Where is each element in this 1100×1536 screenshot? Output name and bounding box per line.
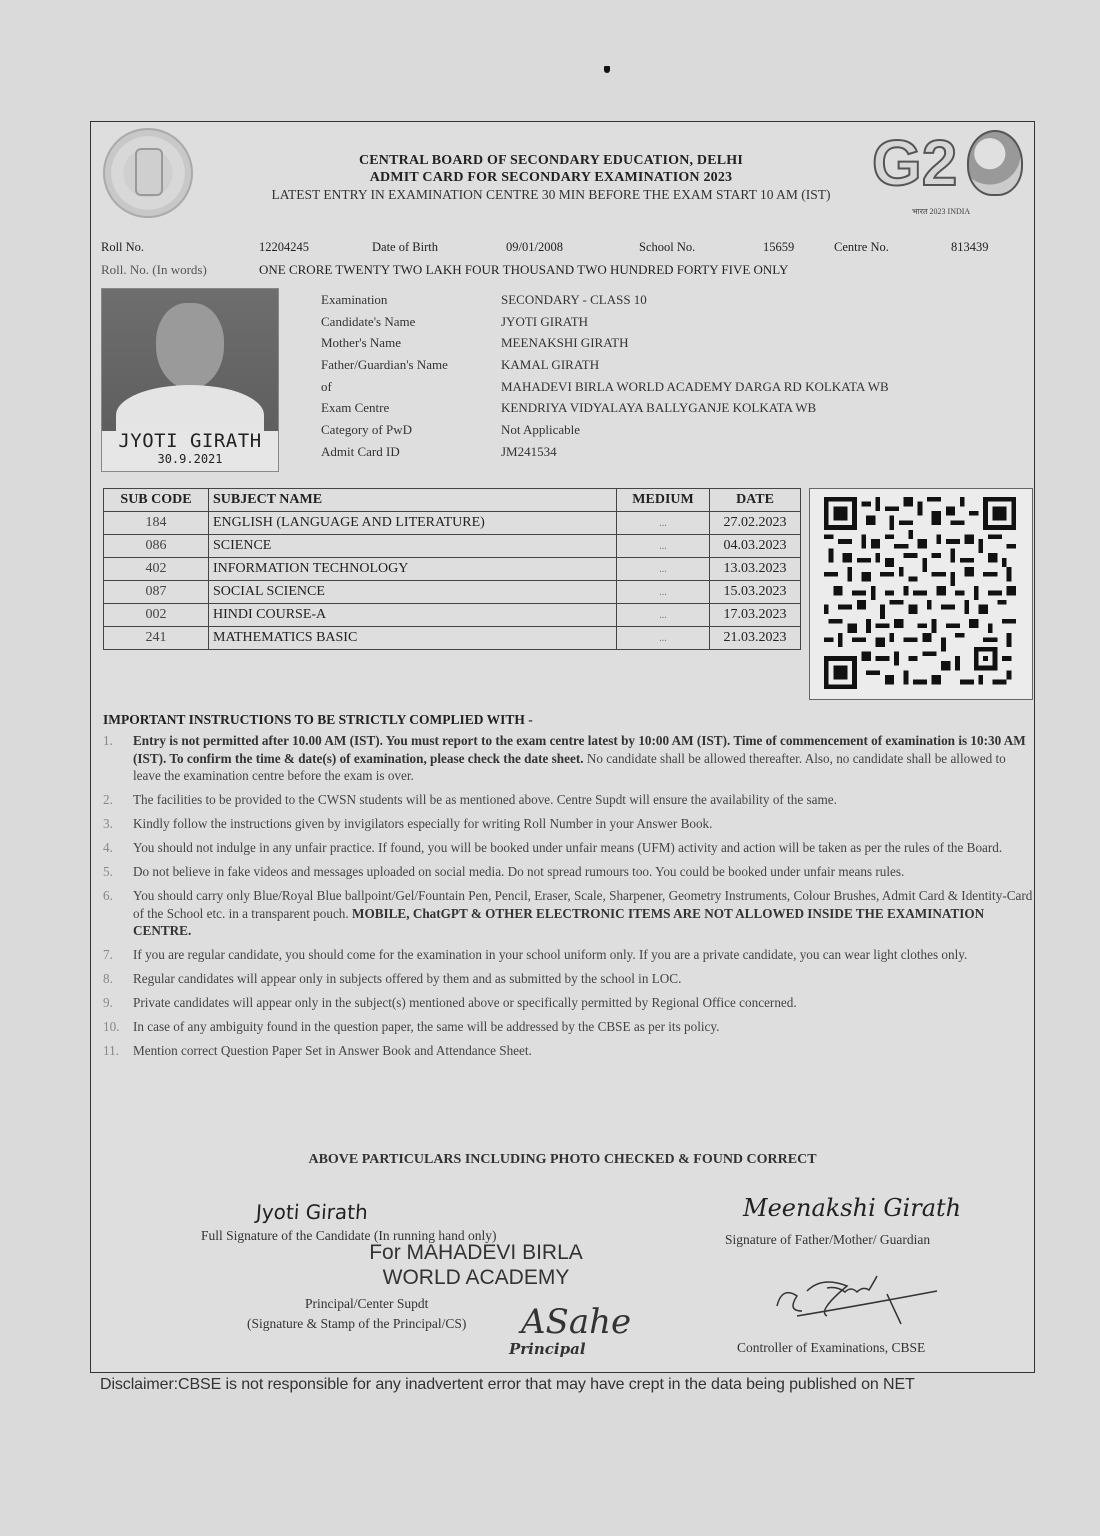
instruction-number: 8. [103, 971, 113, 986]
g20-text: G2 [872, 127, 958, 199]
medium: ... [617, 558, 710, 581]
qr-code-icon [809, 488, 1033, 700]
instruction-text: You should carry only Blue/Royal Blue ballpoint/Gel/Fountain Pen, Pencil, Eraser, Scale, Sharpener, Geometry Instruments, Colour Brushes, Admit Card & Identity-Card of the School etc. in a transparent pouch. [133, 888, 1033, 921]
detail-label: Exam Centre [321, 400, 390, 416]
detail-label: Admit Card ID [321, 443, 400, 459]
photo-caption-date: 30.9.2021 [157, 452, 223, 466]
table-header-row [104, 489, 801, 512]
school-no-label: School No. [639, 240, 696, 254]
col-subject-name: SUBJECT NAME [209, 489, 617, 512]
sub-code: 087 [104, 581, 209, 604]
g20-subtitle: भारत 2023 INDIA [912, 207, 971, 216]
school-stamp [351, 1240, 601, 1290]
medium: ... [617, 604, 710, 627]
centre-no: 813439 [951, 240, 989, 254]
candidate-photo [101, 288, 279, 472]
instruction-bold-text: Entry is not permitted after 10.00 AM (IST). You must report to the exam centre latest by 10:00 AM (IST). Time of commencement of examination is 10:30 AM (IST). To confirm the time & date(s) of examination, please check the date sheet. [133, 733, 1026, 766]
instruction-text: If you are regular candidate, you should come for the examination in your school uniform only. If you are a private candidate, you can wear light clothes only. [133, 947, 968, 962]
disclaimer-text: CBSE is not responsible for any inadvertent error that may have crept in the data being published on NET [178, 1376, 915, 1393]
subject-name: SCIENCE [209, 535, 617, 558]
parent-signature-label: Signature of Father/Mother/ Guardian [725, 1232, 931, 1247]
exam-date: 27.02.2023 [710, 512, 801, 535]
sub-code: 086 [104, 535, 209, 558]
photo-face [156, 303, 224, 389]
photo-caption [102, 431, 278, 471]
instruction-number: 11. [103, 1043, 119, 1058]
instruction-number: 7. [103, 947, 113, 962]
instruction-text: You should not indulge in any unfair practice. If found, you will be booked under unfair means (UFM) activity and action will be taken as per the rules of the Board. [133, 840, 1003, 855]
detail-value: SECONDARY - CLASS 10 [501, 292, 647, 307]
detail-value: MEENAKSHI GIRATH [501, 335, 629, 351]
instruction-text: Private candidates will appear only in the subject(s) mentioned above or specifically permitted by Regional Office concerned. [133, 995, 797, 1010]
g20-globe-icon [967, 130, 1023, 196]
subject-name: HINDI COURSE-A [209, 604, 617, 627]
table-row [104, 604, 801, 627]
detail-label: Father/Guardian's Name [321, 357, 448, 373]
detail-value: Not Applicable [501, 422, 581, 438]
table-row [104, 535, 801, 558]
table-row [104, 627, 801, 650]
instruction-item [103, 839, 1033, 857]
instruction-bold-text: MOBILE, ChatGPT & OTHER ELECTRONIC ITEMS ARE NOT ALLOWED INSIDE THE EXAMINATION CENTRE. [133, 905, 985, 938]
card-header [191, 152, 911, 203]
admit-card [90, 121, 1035, 1373]
instruction-number: 6. [103, 888, 113, 903]
medium: ... [617, 535, 710, 558]
instruction-number: 4. [103, 840, 113, 855]
instruction-item [103, 1042, 1033, 1060]
entry-note: LATEST ENTRY IN EXAMINATION CENTRE 30 MIN BEFORE THE EXAM START 10 AM (IST) [271, 187, 831, 202]
detail-label: Category of PwD [321, 422, 412, 438]
dob: 09/01/2008 [506, 240, 563, 254]
photo-caption-name: JYOTI GIRATH [118, 430, 262, 452]
instruction-item [103, 994, 1033, 1012]
controller-label: Controller of Examinations, CBSE [737, 1340, 926, 1355]
detail-value: KENDRIYA VIDYALAYA BALLYGANJE KOLKATA WB [501, 400, 817, 416]
card-title: ADMIT CARD FOR SECONDARY EXAMINATION 2023 [369, 170, 733, 185]
roll-words-label: Roll. No. (In words) [101, 262, 207, 277]
col-date: DATE [710, 489, 801, 512]
exam-date: 04.03.2023 [710, 535, 801, 558]
table-row [104, 558, 801, 581]
controller-signature-icon [767, 1266, 947, 1326]
disclaimer [100, 1376, 915, 1394]
instructions-title: IMPORTANT INSTRUCTIONS TO BE STRICTLY COMPLIED WITH - [103, 712, 533, 727]
instruction-item [103, 1018, 1033, 1036]
qr-pattern [820, 497, 1020, 689]
stamp-line-1: For MAHADEVI BIRLA [369, 1241, 583, 1264]
candidate-signature-label: Full Signature of the Candidate (In running hand only) [201, 1228, 497, 1243]
detail-label: Examination [321, 292, 388, 307]
instructions-list [103, 732, 1033, 1066]
subject-name: INFORMATION TECHNOLOGY [209, 558, 617, 581]
cbse-emblem-icon [103, 128, 193, 218]
sub-code: 402 [104, 558, 209, 581]
instruction-text: No candidate shall be allowed thereafter. Also, no candidate shall be allowed to leave the examination centre before the exam is over. [133, 750, 1006, 783]
exam-date: 13.03.2023 [710, 558, 801, 581]
roll-no-label: Roll No. [101, 240, 145, 254]
detail-value: MAHADEVI BIRLA WORLD ACADEMY DARGA RD KOLKATA WB [501, 378, 889, 394]
detail-value: JYOTI GIRATH [501, 313, 589, 329]
board-name: CENTRAL BOARD OF SECONDARY EDUCATION, DELHI [358, 153, 744, 168]
dob-label: Date of Birth [372, 240, 438, 254]
medium: ... [617, 627, 710, 650]
school-no: 15659 [763, 240, 795, 254]
detail-label: Mother's Name [321, 335, 401, 351]
instruction-text: In case of any ambiguity found in the question paper, the same will be addressed by the CBSE as per its policy. [133, 1019, 720, 1034]
principal-label: Principal/Center Supdt [305, 1296, 429, 1311]
exam-date: 21.03.2023 [710, 627, 801, 650]
instruction-item [103, 732, 1033, 785]
detail-value: JM241534 [501, 443, 557, 459]
roll-no: 12204245 [259, 240, 309, 254]
instruction-text: The facilities to be provided to the CWSN students will be as mentioned above. Centre Supdt will ensure the availability of the same. [133, 792, 837, 807]
detail-value: KAMAL GIRATH [501, 357, 600, 373]
roll-words: ONE CRORE TWENTY TWO LAKH FOUR THOUSAND TWO HUNDRED FORTY FIVE ONLY [259, 262, 789, 277]
detail-label: Candidate's Name [321, 313, 416, 329]
stamp-line-2: WORLD ACADEMY [382, 1266, 570, 1289]
subject-name: SOCIAL SCIENCE [209, 581, 617, 604]
sub-code: 184 [104, 512, 209, 535]
disclaimer-label: Disclaimer: [100, 1376, 179, 1393]
instruction-text: Mention correct Question Paper Set in Answer Book and Attendance Sheet. [133, 1043, 532, 1058]
instruction-text: Regular candidates will appear only in subjects offered by them and as submitted by the school in LOC. [133, 971, 682, 986]
subject-name: MATHEMATICS BASIC [209, 627, 617, 650]
instruction-number: 2. [103, 792, 113, 807]
g20-logo-icon [872, 128, 1022, 218]
detail-label: of [321, 378, 332, 394]
candidate-signature: Jyoti Girath [255, 1200, 369, 1224]
instruction-item [103, 887, 1033, 940]
instruction-item [103, 863, 1033, 881]
subject-table [103, 488, 801, 650]
instruction-number: 5. [103, 864, 113, 879]
instruction-item [103, 946, 1033, 964]
instruction-item [103, 970, 1033, 988]
subject-name: ENGLISH (LANGUAGE AND LITERATURE) [209, 512, 617, 535]
col-sub-code: SUB CODE [104, 489, 209, 512]
instruction-item [103, 791, 1033, 809]
principal-stamp-label: (Signature & Stamp of the Principal/CS) [247, 1316, 467, 1331]
principal-signature: ASahe [521, 1302, 632, 1342]
sub-code: 002 [104, 604, 209, 627]
instruction-number: 9. [103, 995, 113, 1010]
medium: ... [617, 512, 710, 535]
centre-no-label: Centre No. [834, 240, 889, 254]
instruction-item [103, 815, 1033, 833]
sub-code: 241 [104, 627, 209, 650]
instruction-number: 3. [103, 816, 113, 831]
table-row [104, 512, 801, 535]
medium: ... [617, 581, 710, 604]
exam-date: 15.03.2023 [710, 581, 801, 604]
principal-stamp-word: Principal [509, 1340, 586, 1358]
instruction-text: Kindly follow the instructions given by invigilators especially for writing Roll Number in your Answer Book. [133, 816, 713, 831]
exam-date: 17.03.2023 [710, 604, 801, 627]
col-medium: MEDIUM [617, 489, 710, 512]
parent-signature: Meenakshi Girath [743, 1194, 962, 1222]
instruction-number: 10. [103, 1019, 120, 1034]
instruction-number: 1. [103, 733, 113, 748]
checked-note: ABOVE PARTICULARS INCLUDING PHOTO CHECKED & FOUND CORRECT [308, 1152, 817, 1167]
instruction-text: Do not believe in fake videos and messages uploaded on social media. Do not spread rumours too. You could be booked under unfair means rules. [133, 864, 905, 879]
scan-mark [604, 66, 610, 73]
table-row [104, 581, 801, 604]
